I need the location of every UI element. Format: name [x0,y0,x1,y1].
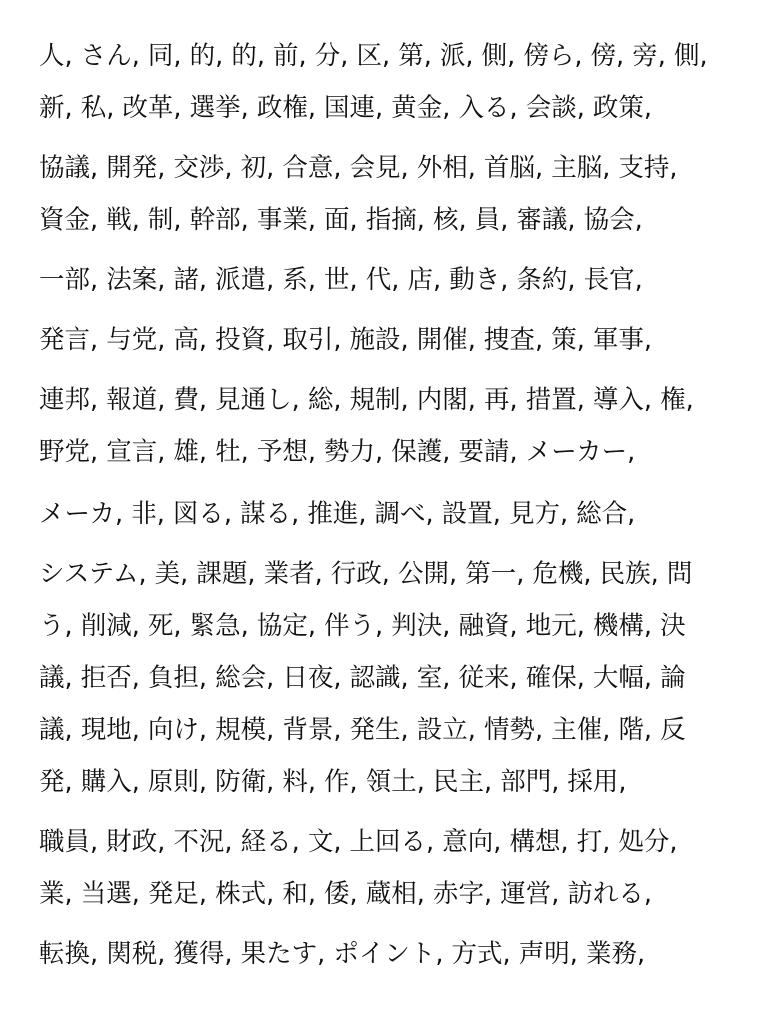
text-line-13: 議, 現地, 向け, 規模, 背景, 発生, 設立, 情勢, 主催, 階, 反 [39,715,686,745]
text-line-5: 一部, 法案, 諸, 派遣, 系, 世, 代, 店, 動き, 条約, 長官, [39,265,643,295]
text-line-12: 議, 拒否, 負担, 総会, 日夜, 認識, 室, 従来, 確保, 大幅, 論 [39,663,686,693]
text-line-10: システム, 美, 課題, 業者, 行政, 公開, 第一, 危機, 民族, 問 [39,559,693,589]
text-line-9: メーカ, 非, 図る, 謀る, 推進, 調べ, 設置, 見方, 総合, [39,499,636,529]
text-line-11: う, 削減, 死, 緊急, 協定, 伴う, 判決, 融資, 地元, 機構, 決 [39,611,686,641]
text-line-1: 人, さん, 同, 的, 的, 前, 分, 区, 第, 派, 側, 傍ら, 傍, 旁, 側, [39,41,708,71]
text-line-2: 新, 私, 改革, 選挙, 政権, 国連, 黄金, 入る, 会談, 政策, [39,93,653,123]
text-line-4: 資金, 戦, 制, 幹部, 事業, 面, 指摘, 核, 員, 審議, 協会, [39,205,643,235]
text-line-17: 転換, 関税, 獲得, 果たす, ポイント, 方式, 声明, 業務, [39,939,646,969]
text-line-15: 職員, 財政, 不況, 経る, 文, 上回る, 意向, 構想, 打, 処分, [39,827,678,857]
text-line-8: 野党, 宣言, 雄, 牡, 予想, 勢力, 保護, 要請, メーカー, [39,437,636,467]
text-line-16: 業, 当選, 発足, 株式, 和, 倭, 蔵相, 赤字, 運営, 訪れる, [39,879,653,909]
text-line-3: 協議, 開発, 交渉, 初, 合意, 会見, 外相, 首脳, 主脳, 支持, [39,153,678,183]
text-line-7: 連邦, 報道, 費, 見通し, 総, 規制, 内閣, 再, 措置, 導入, 権, [39,385,694,415]
text-line-6: 発言, 与党, 高, 投資, 取引, 施設, 開催, 捜査, 策, 軍事, [39,325,653,355]
text-line-14: 発, 購入, 原則, 防衛, 料, 作, 領土, 民主, 部門, 採用, [39,767,627,797]
